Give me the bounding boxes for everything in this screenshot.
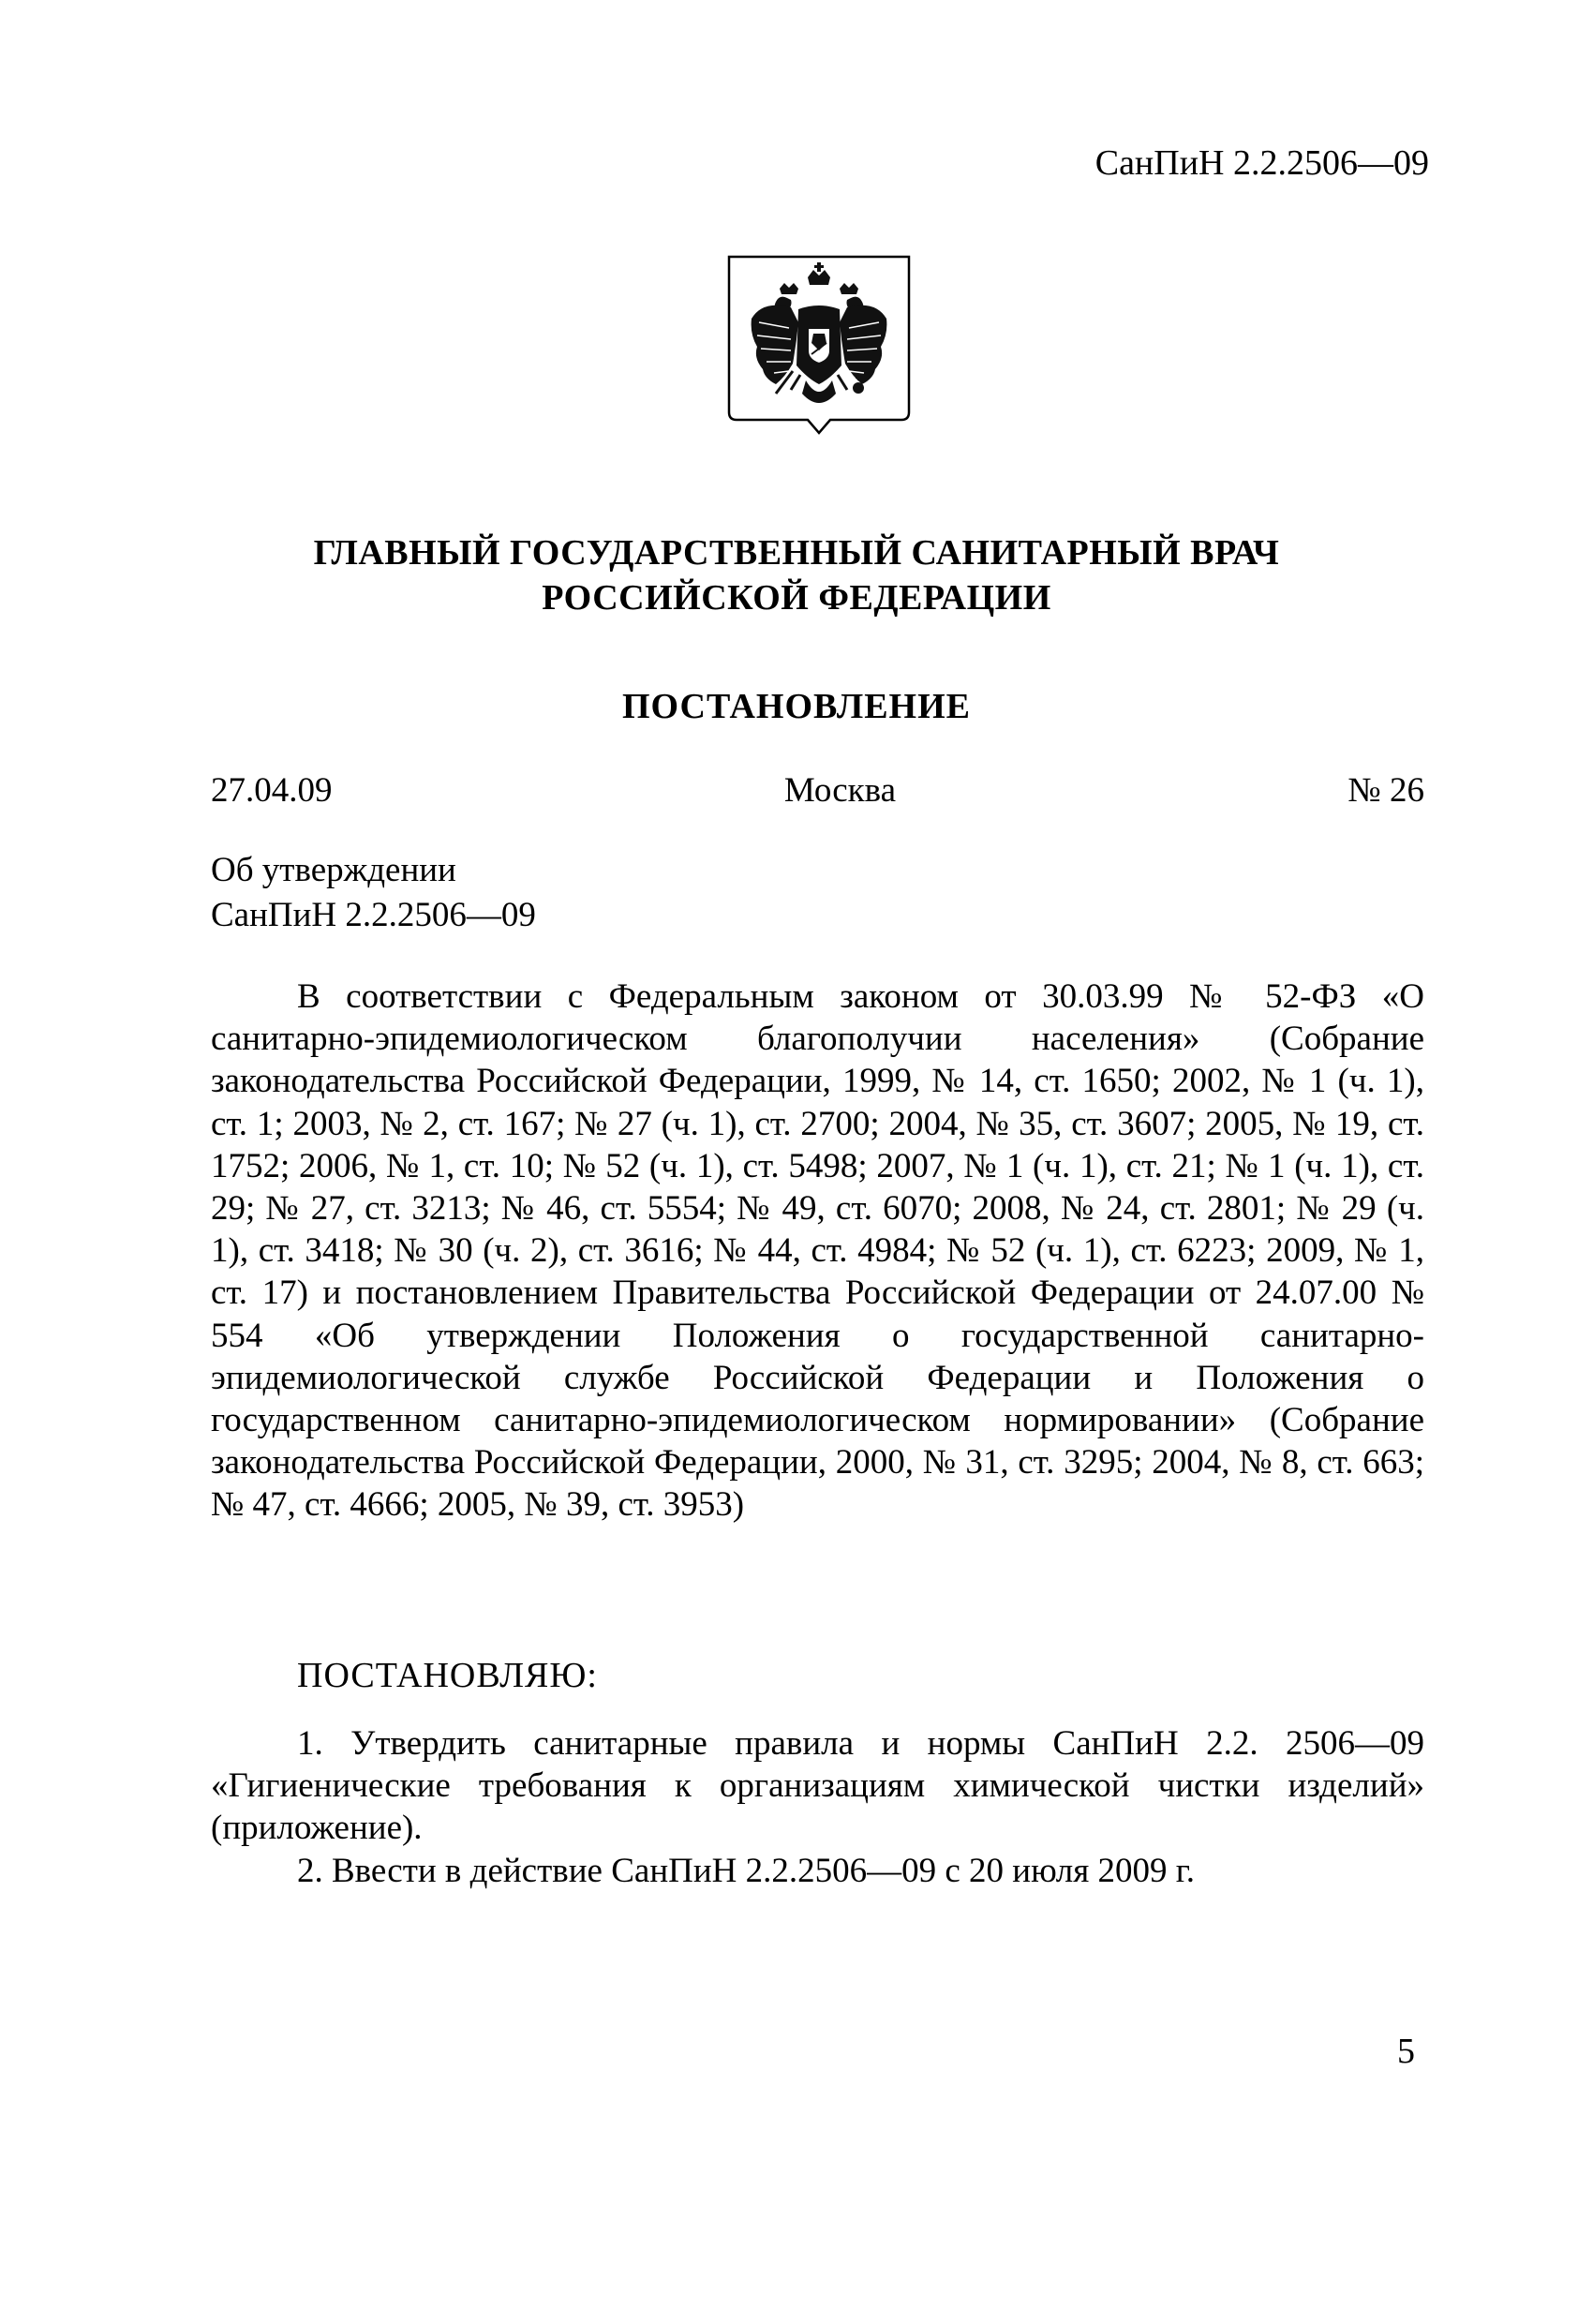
resolve-heading: ПОСТАНОВЛЯЮ:	[297, 1656, 598, 1695]
document-meta-row	[211, 768, 1424, 813]
subject-line-1: Об утверждении	[211, 851, 456, 889]
preamble-paragraph: В соответствии с Федеральным законом от 30.03.99 № 52-ФЗ «О санитарно-эпидемиологическом благополучии населения» (Собрание законодательства Российской Федерации, 1999, № 14, ст. 1650; 2002, № 1 (ч. 1), ст. 1; 2003, № 2, ст. 167; № 27 (ч. 1), ст. 2700; 2004, № 35, ст. 3607; 2005, № 19, ст. 1752; 2006, № 1, ст. 10; № 52 (ч. 1), ст. 5498; 2007, № 1 (ч. 1), ст. 21; № 1 (ч. 1), ст. 29; № 27, ст. 3213; № 46, ст. 5554; № 49, ст. 6070; 2008, № 24, ст. 2801; № 29 (ч. 1), ст. 3418; № 30 (ч. 2), ст. 3616; № 44, ст. 4984; № 52 (ч. 1), ст. 6223; 2009, № 1, ст. 17) и постановлением Правительства Российской Федерации от 24.07.00 № 554 «Об утверждении Положения о государственной санитарно-эпидемиологической службе Российской Федерации и Положения о государственном санитарно-эпидемиологическом нормировании» (Собрание законодательства Российской Федерации, 2000, № 31, ст. 3295; 2004, № 8, ст. 663; № 47, ст. 4666; 2005, № 39, ст. 3953)	[211, 977, 1424, 1525]
document-code: СанПиН 2.2.2506—09	[1094, 143, 1429, 183]
document-city: Москва	[783, 771, 897, 810]
document-subject	[211, 848, 536, 938]
subject-line-2: СанПиН 2.2.2506—09	[211, 896, 536, 934]
issuer-title	[0, 530, 1593, 620]
russian-coat-of-arms-icon	[725, 253, 913, 440]
document-date: 27.04.09	[211, 771, 333, 810]
issuer-line-1: ГЛАВНЫЙ ГОСУДАРСТВЕННЫЙ САНИТАРНЫЙ ВРАЧ	[313, 533, 1280, 573]
page-number: 5	[1397, 2032, 1415, 2071]
issuer-line-2: РОССИЙСКОЙ ФЕДЕРАЦИИ	[542, 578, 1051, 618]
resolution-item-2: 2. Ввести в действие СанПиН 2.2.2506—09 с 20 июля 2009 г.	[297, 1852, 1196, 1890]
document-number: № 26	[1347, 771, 1424, 810]
resolution-item-1: 1. Утвердить санитарные правила и нормы СанПиН 2.2. 2506—09 «Гигиенические требования к организациям химической чистки изделий» (приложение).	[211, 1724, 1424, 1848]
document-type: ПОСТАНОВЛЕНИЕ	[621, 687, 972, 726]
